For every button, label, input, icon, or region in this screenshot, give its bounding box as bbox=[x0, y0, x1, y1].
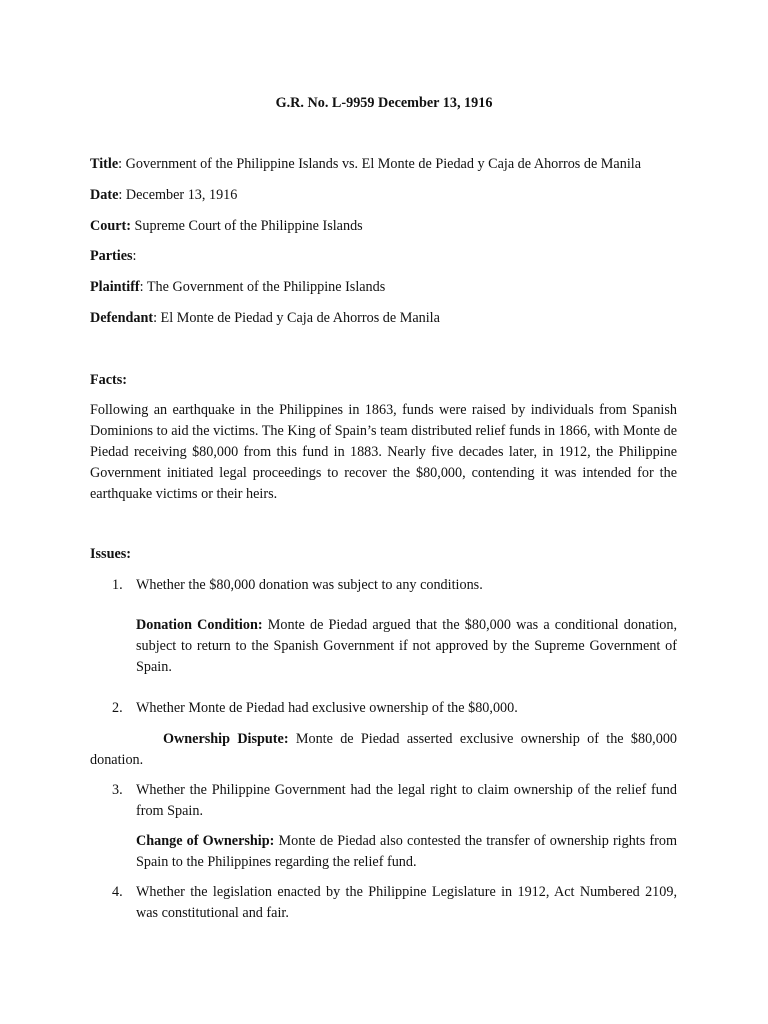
issue-note-label: Donation Condition: bbox=[136, 617, 263, 633]
title-value: : Government of the Philippine Islands vs. El Monte de Piedad y Caja de Ahorros de Manila bbox=[118, 156, 641, 172]
issue-number: 1. bbox=[112, 577, 123, 593]
issue-item-4 bbox=[90, 882, 677, 924]
title-label: Title bbox=[90, 156, 119, 172]
defendant-label: Defendant bbox=[90, 310, 154, 326]
issue-note-text: Monte de Piedad asserted exclusive ownership of the $80,000 donation. bbox=[90, 731, 678, 768]
court-value: Supreme Court of the Philippine Islands bbox=[130, 218, 363, 234]
date-label: Date bbox=[90, 187, 119, 203]
defendant-field bbox=[90, 308, 440, 329]
plaintiff-label: Plaintiff bbox=[90, 279, 140, 295]
issue-note-label: Ownership Dispute: bbox=[163, 731, 289, 747]
date-field bbox=[90, 185, 237, 206]
defendant-value: : El Monte de Piedad y Caja de Ahorros de Manila bbox=[153, 310, 440, 326]
parties-field bbox=[90, 246, 137, 267]
issue-1-note bbox=[136, 615, 677, 678]
issue-number: 3. bbox=[112, 782, 123, 798]
plaintiff-field bbox=[90, 277, 385, 298]
facts-title: Facts: bbox=[90, 372, 128, 388]
court-field bbox=[90, 216, 363, 237]
parties-value: : bbox=[132, 248, 137, 264]
issue-note-text: Monte de Piedad argued that the $80,000 was a conditional donation, subject to return to the Spanish Government if not approved by the Supreme Government of Spain. bbox=[136, 617, 677, 675]
issues-title: Issues: bbox=[90, 546, 131, 562]
issue-item-3 bbox=[90, 780, 677, 822]
parties-label: Parties bbox=[90, 248, 133, 264]
court-label: Court: bbox=[90, 218, 131, 234]
case-heading: G.R. No. L-9959 December 13, 1916 bbox=[275, 95, 493, 111]
issue-text: Whether the Philippine Government had the legal right to claim ownership of the relief fund from Spain. bbox=[136, 782, 677, 819]
issue-note-text: Monte de Piedad also contested the transfer of ownership rights from Spain to the Philippines regarding the relief fund. bbox=[136, 833, 677, 870]
title-field bbox=[90, 154, 641, 175]
issue-number: 2. bbox=[112, 700, 123, 716]
issue-2-note bbox=[90, 729, 677, 771]
issue-number: 4. bbox=[112, 884, 123, 900]
issue-item-1 bbox=[90, 575, 677, 596]
issue-text: Whether the legislation enacted by the Philippine Legislature in 1912, Act Numbered 2109, was constitutional and fair. bbox=[136, 884, 677, 921]
issue-3-note bbox=[136, 831, 677, 873]
issue-item-2 bbox=[90, 698, 677, 719]
issue-text: Whether Monte de Piedad had exclusive ownership of the $80,000. bbox=[136, 700, 518, 716]
date-value: : December 13, 1916 bbox=[118, 187, 238, 203]
plaintiff-value: : The Government of the Philippine Islands bbox=[139, 279, 386, 295]
facts-paragraph: Following an earthquake in the Philippines in 1863, funds were raised by individuals from Spanish Dominions to aid the victims. The King of Spain’s team distributed relief funds in 1866, with Monte de Piedad receiving $80,000 from this fund in 1883. Nearly five decades later, in 1912, the Philippine Government initiated legal proceedings to recover the $80,000, contending it was intended for the earthquake victims or their heirs. bbox=[90, 402, 677, 502]
issue-note-label: Change of Ownership: bbox=[136, 833, 275, 849]
issue-text: Whether the $80,000 donation was subject to any conditions. bbox=[136, 577, 483, 593]
